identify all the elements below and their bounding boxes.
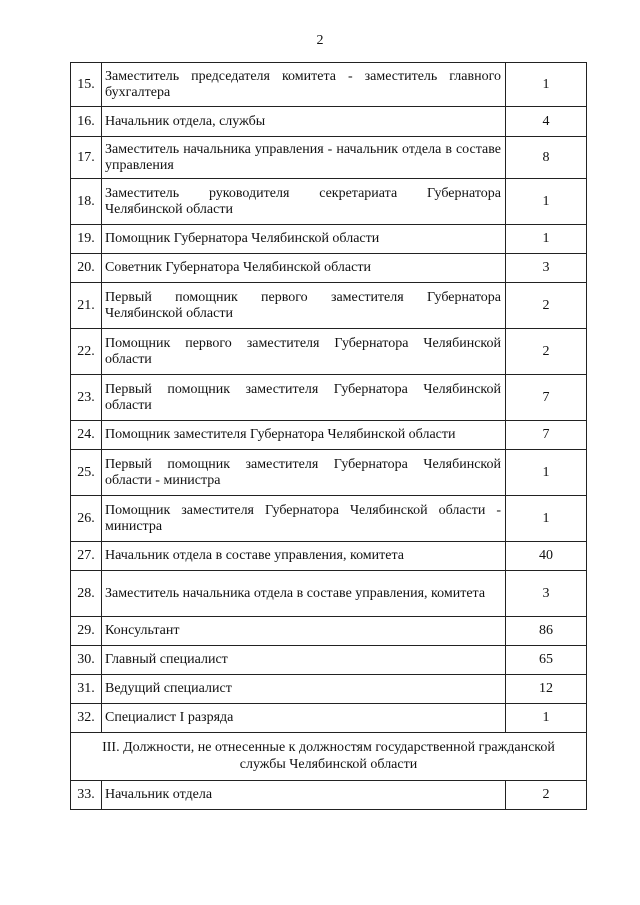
section-header-row [71, 733, 587, 781]
position-count: 7 [506, 375, 587, 421]
position-count: 1 [506, 704, 587, 733]
row-number: 29. [71, 617, 102, 646]
table-row [71, 496, 587, 542]
position-title: Заместитель председателя комитета - заместитель главного бухгалтера [102, 63, 506, 107]
position-title: Помощник Губернатора Челябинской области [102, 225, 506, 254]
row-number: 24. [71, 421, 102, 450]
position-title: Заместитель начальника управления - начальник отдела в составе управления [102, 137, 506, 179]
row-number: 30. [71, 646, 102, 675]
row-number: 23. [71, 375, 102, 421]
position-count: 3 [506, 571, 587, 617]
positions-group-non-civil [71, 781, 587, 810]
position-title: Главный специалист [102, 646, 506, 675]
table-row [71, 675, 587, 704]
row-number: 19. [71, 225, 102, 254]
position-count: 1 [506, 63, 587, 107]
table-row [71, 107, 587, 137]
position-count: 2 [506, 781, 587, 810]
table-row [71, 375, 587, 421]
position-title: Советник Губернатора Челябинской области [102, 254, 506, 283]
positions-group-main [71, 63, 587, 733]
row-number: 15. [71, 63, 102, 107]
table-row [71, 137, 587, 179]
position-title: Первый помощник заместителя Губернатора Челябинской области - министра [102, 450, 506, 496]
table-row [71, 450, 587, 496]
position-title: Первый помощник первого заместителя Губернатора Челябинской области [102, 283, 506, 329]
position-title: Помощник заместителя Губернатора Челябинской области [102, 421, 506, 450]
positions-section-header-group [71, 733, 587, 781]
position-title: Начальник отдела, службы [102, 107, 506, 137]
position-title: Специалист I разряда [102, 704, 506, 733]
table-row [71, 225, 587, 254]
position-title: Консультант [102, 617, 506, 646]
position-count: 1 [506, 450, 587, 496]
position-title: Первый помощник заместителя Губернатора Челябинской области [102, 375, 506, 421]
row-number: 28. [71, 571, 102, 617]
position-title: Помощник заместителя Губернатора Челябинской области - министра [102, 496, 506, 542]
table-row [71, 646, 587, 675]
row-number: 26. [71, 496, 102, 542]
table-row [71, 63, 587, 107]
position-title: Начальник отдела в составе управления, комитета [102, 542, 506, 571]
table-row [71, 617, 587, 646]
section-header-cell: III. Должности, не отнесенные к должностям государственной гражданской службы Челябинской области [71, 733, 587, 781]
position-title: Ведущий специалист [102, 675, 506, 704]
table-row [71, 179, 587, 225]
row-number: 21. [71, 283, 102, 329]
table-row [71, 421, 587, 450]
row-number: 25. [71, 450, 102, 496]
position-count: 8 [506, 137, 587, 179]
row-number: 20. [71, 254, 102, 283]
position-count: 1 [506, 179, 587, 225]
row-number: 33. [71, 781, 102, 810]
position-title: Помощник первого заместителя Губернатора Челябинской области [102, 329, 506, 375]
position-count: 1 [506, 225, 587, 254]
position-title: Начальник отдела [102, 781, 506, 810]
table-row [71, 329, 587, 375]
row-number: 22. [71, 329, 102, 375]
row-number: 17. [71, 137, 102, 179]
position-count: 3 [506, 254, 587, 283]
table-row [71, 542, 587, 571]
row-number: 32. [71, 704, 102, 733]
table-row [71, 704, 587, 733]
table-row [71, 571, 587, 617]
table-row [71, 254, 587, 283]
table-row [71, 283, 587, 329]
row-number: 31. [71, 675, 102, 704]
position-title: Заместитель начальника отдела в составе управления, комитета [102, 571, 506, 617]
position-count: 86 [506, 617, 587, 646]
position-count: 2 [506, 329, 587, 375]
row-number: 27. [71, 542, 102, 571]
position-title: Заместитель руководителя секретариата Губернатора Челябинской области [102, 179, 506, 225]
position-count: 2 [506, 283, 587, 329]
page-number: 2 [316, 33, 324, 48]
row-number: 18. [71, 179, 102, 225]
position-count: 1 [506, 496, 587, 542]
table-row [71, 781, 587, 810]
staff-positions-table [70, 62, 587, 810]
position-count: 40 [506, 542, 587, 571]
position-count: 7 [506, 421, 587, 450]
position-count: 4 [506, 107, 587, 137]
position-count: 12 [506, 675, 587, 704]
row-number: 16. [71, 107, 102, 137]
position-count: 65 [506, 646, 587, 675]
